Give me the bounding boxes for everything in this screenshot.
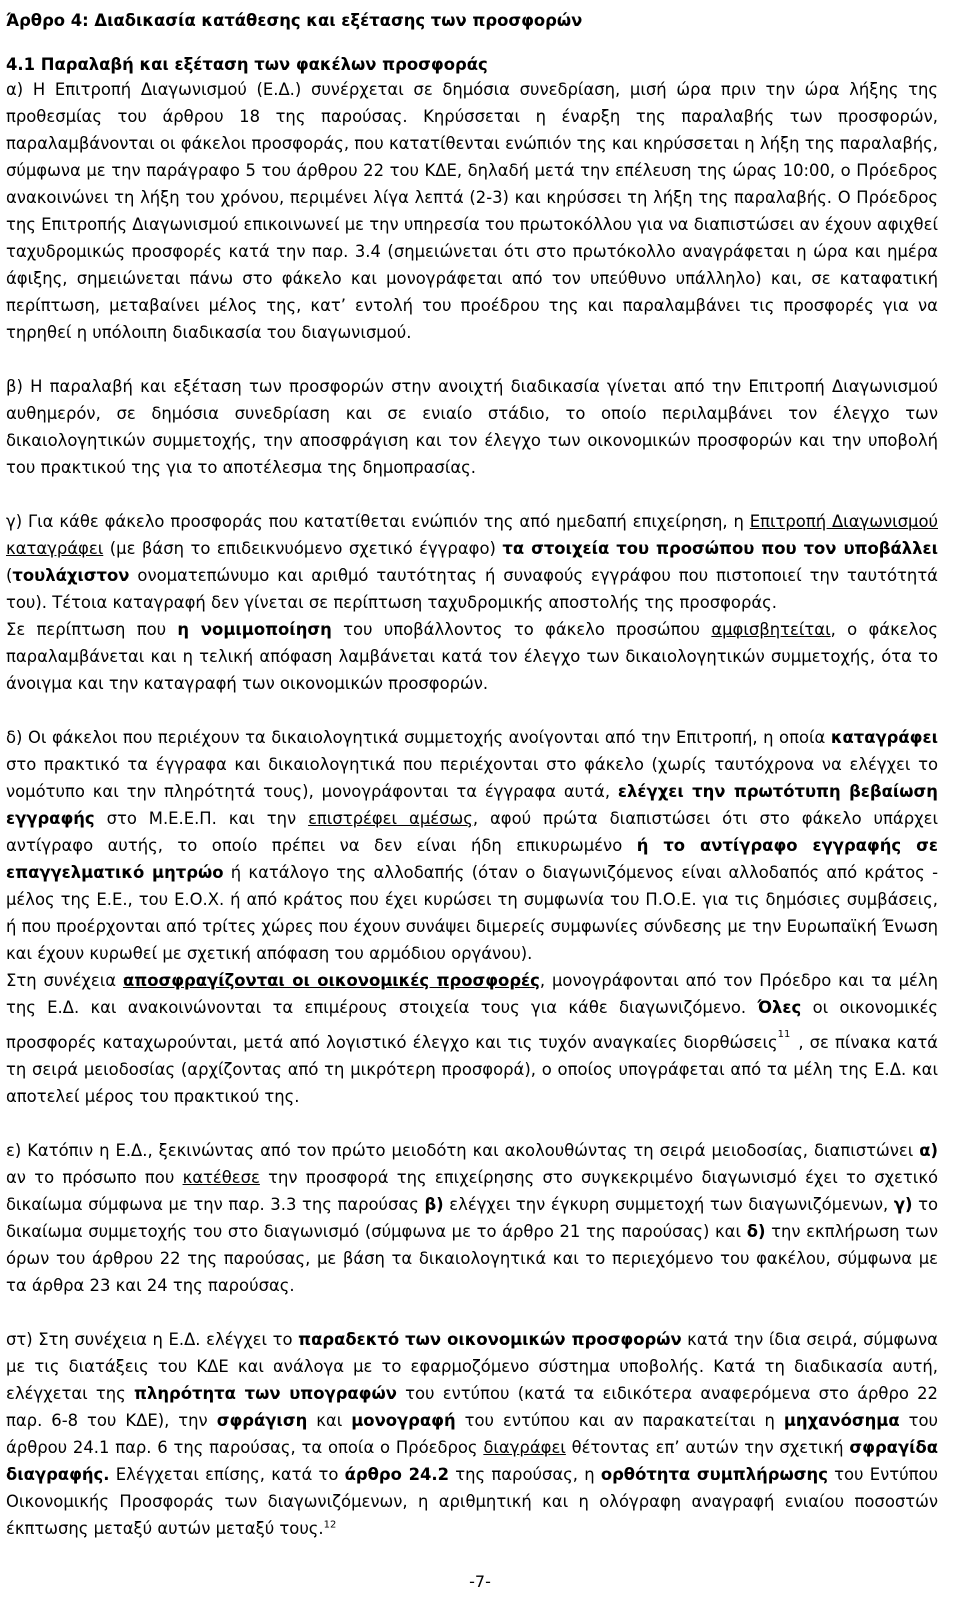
paragraph-f: στ) Στη συνέχεια η Ε.Δ. ελέγχει το παραδεκτό των οικονομικών προσφορών κατά την ίδια σειρά, σύμφωνα με τις διατάξεις του ΚΔΕ και ανάλογα με το εφαρμοζόμενο σύστημα υποβολής. Κατά τη διαδικασία αυτή, ελέγχεται της πληρότητα των υπογραφών του εντύπου (κατά τα ειδικότερα αναφερόμενα στο άρθρο 22 παρ. 6-8 του ΚΔΕ), την σφράγιση και μονογραφή του εντύπου και αν παρακατείται η μηχανόσημα του άρθρου 24.1 παρ. 6 της παρούσας, τα οποία ο Πρόεδρος διαγράφει θέτοντας επ’ αυτών την σχετική σφραγίδα διαγραφής. Ελέγχεται επίσης, κατά το άρθρο 24.2 της παρούσας, η ορθότητα συμπλήρωσης του Εντύπου Οικονομικής Προσφοράς των διαγωνιζόμενων, η αριθμητική και η ολόγραφη αναγραφή ενιαίου ποσοστών έκπτωσης μεταξύ αυτών μεταξύ τους.$^{12}$ — [6, 1330, 939, 1538]
footnote-ref-11: 11 — [777, 1029, 791, 1040]
page-number: -7- — [469, 1572, 491, 1591]
paragraph-d-2: Στη συνέχεια αποσφραγίζονται οι οικονομικές προσφορές, μονογράφονται από τον Πρόεδρο και τα μέλη της Ε.Δ. και ανακοινώνονται τα επιμέρους στοιχεία τους για κάθε διαγωνιζόμενο. Όλες οι οικονομικές προσφορές καταχωρούνται, μετά από λογιστικό έλεγχο και τις τυχόν αναγκαίες διορθώσεις$^{11}$ , σε πίνακα κατά τη σειρά μειοδοσίας (αρχίζοντας από τη μικρότερη προσφορά), ο οποίος υπογράφεται από τα μέλη της Ε.Δ. και αποτελεί μέρος του πρακτικού της. — [6, 971, 939, 1106]
footnote-ref-12: 12 — [323, 1519, 337, 1531]
paragraph-c: γ) Για κάθε φάκελο προσφοράς που κατατίθεται ενώπιόν της από ημεδαπή επιχείρηση, η Επιτροπή Διαγωνισμού καταγράφει (με βάση το επιδεικνυόμενο σχετικό έγγραφο) τα στοιχεία του προσώπου που τον υποβάλλει (τουλάχιστον ονοματεπώνυμο και αριθμό ταυτότητας ή συναφούς εγγράφου που πιστοποιεί την ταυτότητά του). Τέτοια καταγραφή δεν γίνεται σε περίπτωση ταχυδρομικής αποστολής της προσφοράς. — [6, 512, 938, 612]
paragraph-b: β) Η παραλαβή και εξέταση των προσφορών στην ανοιχτή διαδικασία γίνεται από την Επιτροπή Διαγωνισμού αυθημερόν, σε δημόσια συνεδρίαση και σε ενιαίο στάδιο, το οποίο περιλαμβάνει τον έλεγχο των δικαιολογητικών συμμετοχής, την αποσφράγιση και τον έλεγχο των οικονομικών προσφορών και την υποβολή του πρακτικού της για το αποτέλεσμα της δημοπρασίας. — [6, 377, 938, 477]
paragraph-d: δ) Οι φάκελοι που περιέχουν τα δικαιολογητικά συμμετοχής ανοίγονται από την Επιτροπή, η οποία καταγράφει στο πρακτικό τα έγγραφα και δικαιολογητικά που περιέχονται στο φάκελο (χωρίς ταυτόχρονα να ελέγχει το νομότυπο και την πληρότητά τους), μονογράφονται τα έγγραφα αυτά, ελέγχει την πρωτότυπη βεβαίωση εγγραφής στο Μ.Ε.Ε.Π. και την επιστρέφει αμέσως, αφού πρώτα διαπιστώσει ότι στο φάκελο υπάρχει αντίγραφο αυτής, το οποίο πρέπει να δεν είναι ήδη επικυρωμένο ή το αντίγραφο εγγραφής σε επαγγελματικό μητρώο ή κατάλογο της αλλοδαπής (όταν ο διαγωνιζόμενος είναι αλλοδαπός από κράτος - μέλος της Ε.Ε., του Ε.Ο.Χ. ή από κράτος που έχει κυρώσει τη συμφωνία του Π.Ο.Ε. για τις δημόσιες συμβάσεις, ή που προέρχονται από τρίτες χώρες που έχουν συνάψει διμερείς συμφωνίες σύνδεσης με την Ευρωπαϊκή Ένωση και έχουν κυρωθεί με σχετική απόφαση του αρμόδιου οργάνου). — [6, 728, 938, 963]
paragraph-e: ε) Κατόπιν η Ε.Δ., ξεκινώντας από τον πρώτο μειοδότη και ακολουθώντας τη σειρά μειοδοσίας, διαπιστώνει α) αν το πρόσωπο που κατέθεσε την προσφορά της επιχείρησης στο συγκεκριμένο διαγωνισμό έχει το σχετικό δικαίωμα σύμφωνα με την παρ. 3.3 της παρούσας β) ελέγχει την έγκυρη συμμετοχή των διαγωνιζόμενων, γ) το δικαίωμα συμμετοχής του στο διαγωνισμό (σύμφωνα με το άρθρο 21 της παρούσας) και δ) την εκπλήρωση των όρων του άρθρου 22 της παρούσας, με βάση τα δικαιολογητικά και το περιεχόμενο του φακέλου, σύμφωνα με τα άρθρα 23 και 24 της παρούσας. — [6, 1141, 939, 1295]
section-heading: 4.1 Παραλαβή και εξέταση των φακέλων προσφοράς — [6, 55, 488, 74]
article-heading: Άρθρο 4: Διαδικασία κατάθεσης και εξέτασης των προσφορών — [6, 11, 583, 30]
paragraph-a: α) Η Επιτροπή Διαγωνισμού (Ε.Δ.) συνέρχεται σε δημόσια συνεδρίαση, μισή ώρα πριν την ώρα λήξης της προθεσμίας του άρθρου 18 της παρούσας. Κηρύσσεται η έναρξη της παραλαβής των προσφορών, παραλαμβάνονται οι φάκελοι προσφοράς, που κατατίθενται ενώπιόν της και κηρύσσεται η λήξη της παραλαβής, σύμφωνα με την παράγραφο 5 του άρθρου 22 του ΚΔΕ, δηλαδή μετά την επέλευση της ώρας 10:00, ο Πρόεδρος ανακοινώνει τη λήξη του χρόνου, περιμένει λίγα λεπτά (2-3) και κηρύσσει τη λήξη της παραλαβής. Ο Πρόεδρος της Επιτροπής Διαγωνισμού επικοινωνεί με την υπηρεσία του πρωτοκόλλου για να διαπιστώσει αν έχουν αφιχθεί ταχυδρομικώς προσφορές κατά την παρ. 3.4 (σημειώνεται ότι στο πρωτόκολλο αναγράφεται η ώρα και ημέρα άφιξης, σημειώνεται πάνω στο φάκελο και μονογράφεται από τον υπεύθυνο υπάλληλο) και, σε καταφατική περίπτωση, μεταβαίνει μέλος της, κατ’ εντολή του προέδρου της και παραλαμβάνει τις προσφορές για να τηρηθεί η υπόλοιπη διαδικασία του διαγωνισμού. — [6, 80, 938, 342]
paragraph-c-2: Σε περίπτωση που η νομιμοποίηση του υποβάλλοντος το φάκελο προσώπου αμφισβητείται, ο φάκελος παραλαμβάνεται και η τελική απόφαση λαμβάνεται κατά τον έλεγχο των δικαιολογητικών συμμετοχής, ότα το άνοιγμα και την καταγραφή των οικονομικών προσφορών. — [6, 620, 938, 693]
